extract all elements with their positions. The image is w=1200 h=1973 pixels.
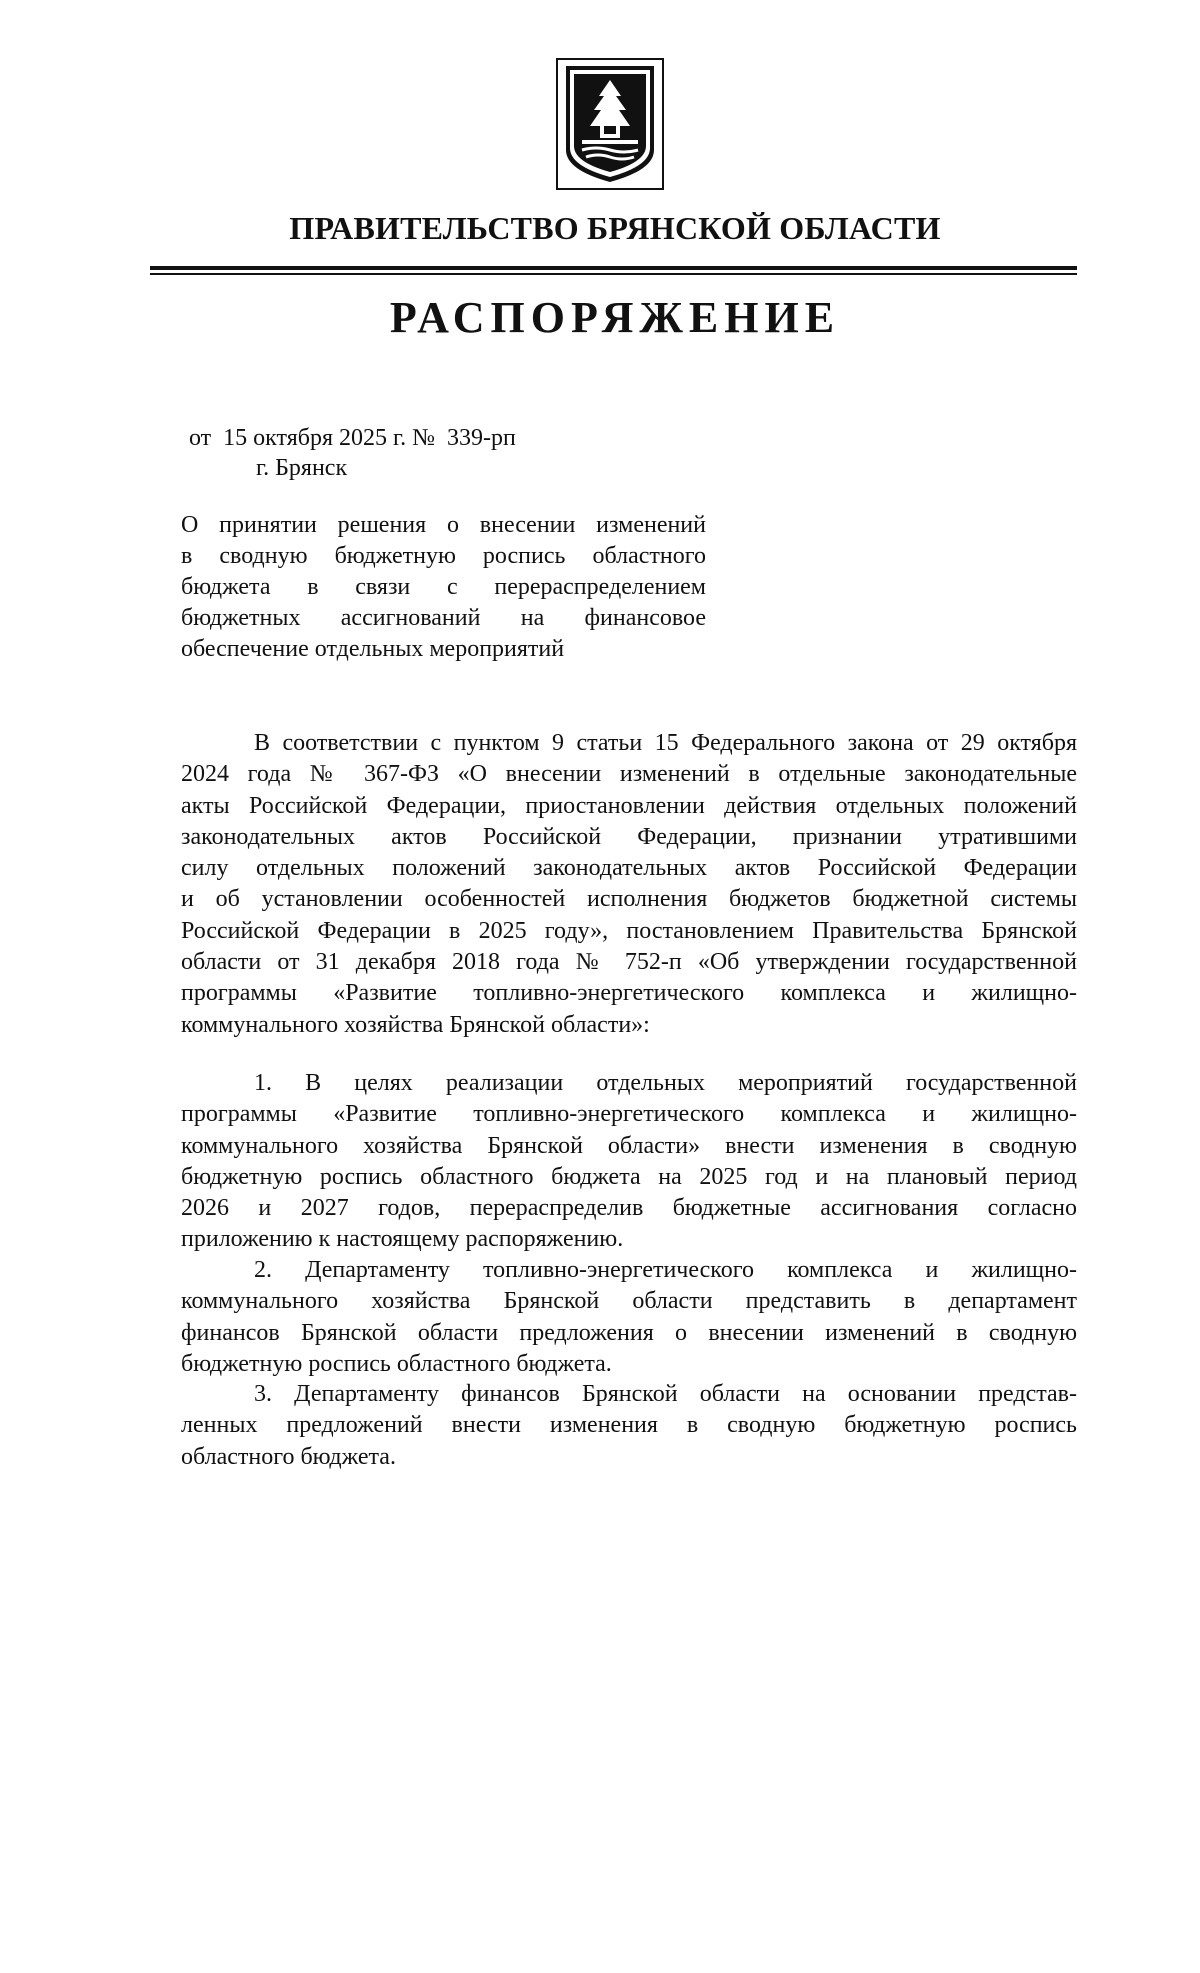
preamble-line: Российской Федерации в 2025 году», постановлением Правительства Брянской	[181, 917, 1077, 944]
item-line: ленных предложений внести изменения в сводную бюджетную роспись	[181, 1412, 1077, 1439]
coat-of-arms-icon	[556, 58, 664, 190]
item-line: бюджетную роспись областного бюджета на 2025 год и на плановый период	[181, 1163, 1077, 1190]
item-1-paragraph	[181, 1068, 1077, 1256]
document-type-title: РАСПОРЯЖЕНИЕ	[389, 293, 841, 342]
subject-line: бюджета в связи с перераспределением	[181, 574, 706, 600]
header-rule-thin	[150, 273, 1077, 275]
preamble-paragraph	[181, 728, 1077, 1041]
item-line: 2026 и 2027 годов, перераспределив бюджетные ассигнования согласно	[181, 1195, 1077, 1222]
date-number-line	[189, 422, 516, 454]
item-line: коммунального хозяйства Брянской области представить в департамент	[181, 1288, 1077, 1315]
item-line: 3. Департаменту финансов Брянской области на основании представ-	[254, 1381, 1077, 1407]
preamble-line: 2024 года № 367-ФЗ «О внесении изменений в отдельные законодательные	[181, 761, 1077, 788]
document-number: 339-рп	[447, 425, 516, 451]
item-line: коммунального хозяйства Брянской области» внести изменения в сводную	[181, 1132, 1077, 1159]
item-2-paragraph	[181, 1255, 1077, 1380]
item-line: финансов Брянской области предложения о внесении изменений в сводную	[181, 1319, 1077, 1346]
date-prefix: от	[189, 425, 212, 451]
document-subject	[181, 510, 706, 665]
header-rule-thick	[150, 266, 1077, 270]
subject-line: бюджетных ассигнований на финансовое	[181, 605, 706, 631]
item-line: 2. Департаменту топливно-энергетического комплекса и жилищно-	[254, 1257, 1077, 1283]
subject-line: О принятии решения о внесении изменений	[181, 512, 706, 538]
preamble-line: силу отдельных положений законодательных актов Российской Федерации	[181, 855, 1077, 882]
item-3-paragraph	[181, 1379, 1077, 1473]
preamble-line: коммунального хозяйства Брянской области»:	[181, 1011, 650, 1038]
subject-line: в сводную бюджетную роспись областного	[181, 543, 706, 569]
document-date: 15 октября 2025 г.	[223, 425, 407, 451]
item-line: программы «Развитие топливно-энергетического комплекса и жилищно-	[181, 1101, 1077, 1128]
organization-title: ПРАВИТЕЛЬСТВО БРЯНСКОЙ ОБЛАСТИ	[289, 210, 941, 246]
preamble-line: акты Российской Федерации, приостановлении действия отдельных положений	[181, 792, 1077, 819]
item-line: приложению к настоящему распоряжению.	[181, 1226, 624, 1253]
preamble-line: программы «Развитие топливно-энергетического комплекса и жилищно-	[181, 980, 1077, 1007]
subject-line: обеспечение отдельных мероприятий	[181, 636, 565, 662]
number-sign: №	[412, 425, 436, 451]
item-line: 1. В целях реализации отдельных мероприятий государственной	[254, 1070, 1077, 1096]
item-line: бюджетную роспись областного бюджета.	[181, 1350, 612, 1377]
item-line: областного бюджета.	[181, 1443, 396, 1470]
preamble-line: и об установлении особенностей исполнения бюджетов бюджетной системы	[181, 886, 1077, 913]
preamble-line: В соответствии с пунктом 9 статьи 15 Федерального закона от 29 октября	[254, 730, 1077, 756]
preamble-line: законодательных актов Российской Федерации, признании утратившими	[181, 823, 1077, 850]
preamble-line: области от 31 декабря 2018 года № 752-п «Об утверждении государственной	[181, 949, 1077, 976]
city: г. Брянск	[256, 455, 348, 481]
